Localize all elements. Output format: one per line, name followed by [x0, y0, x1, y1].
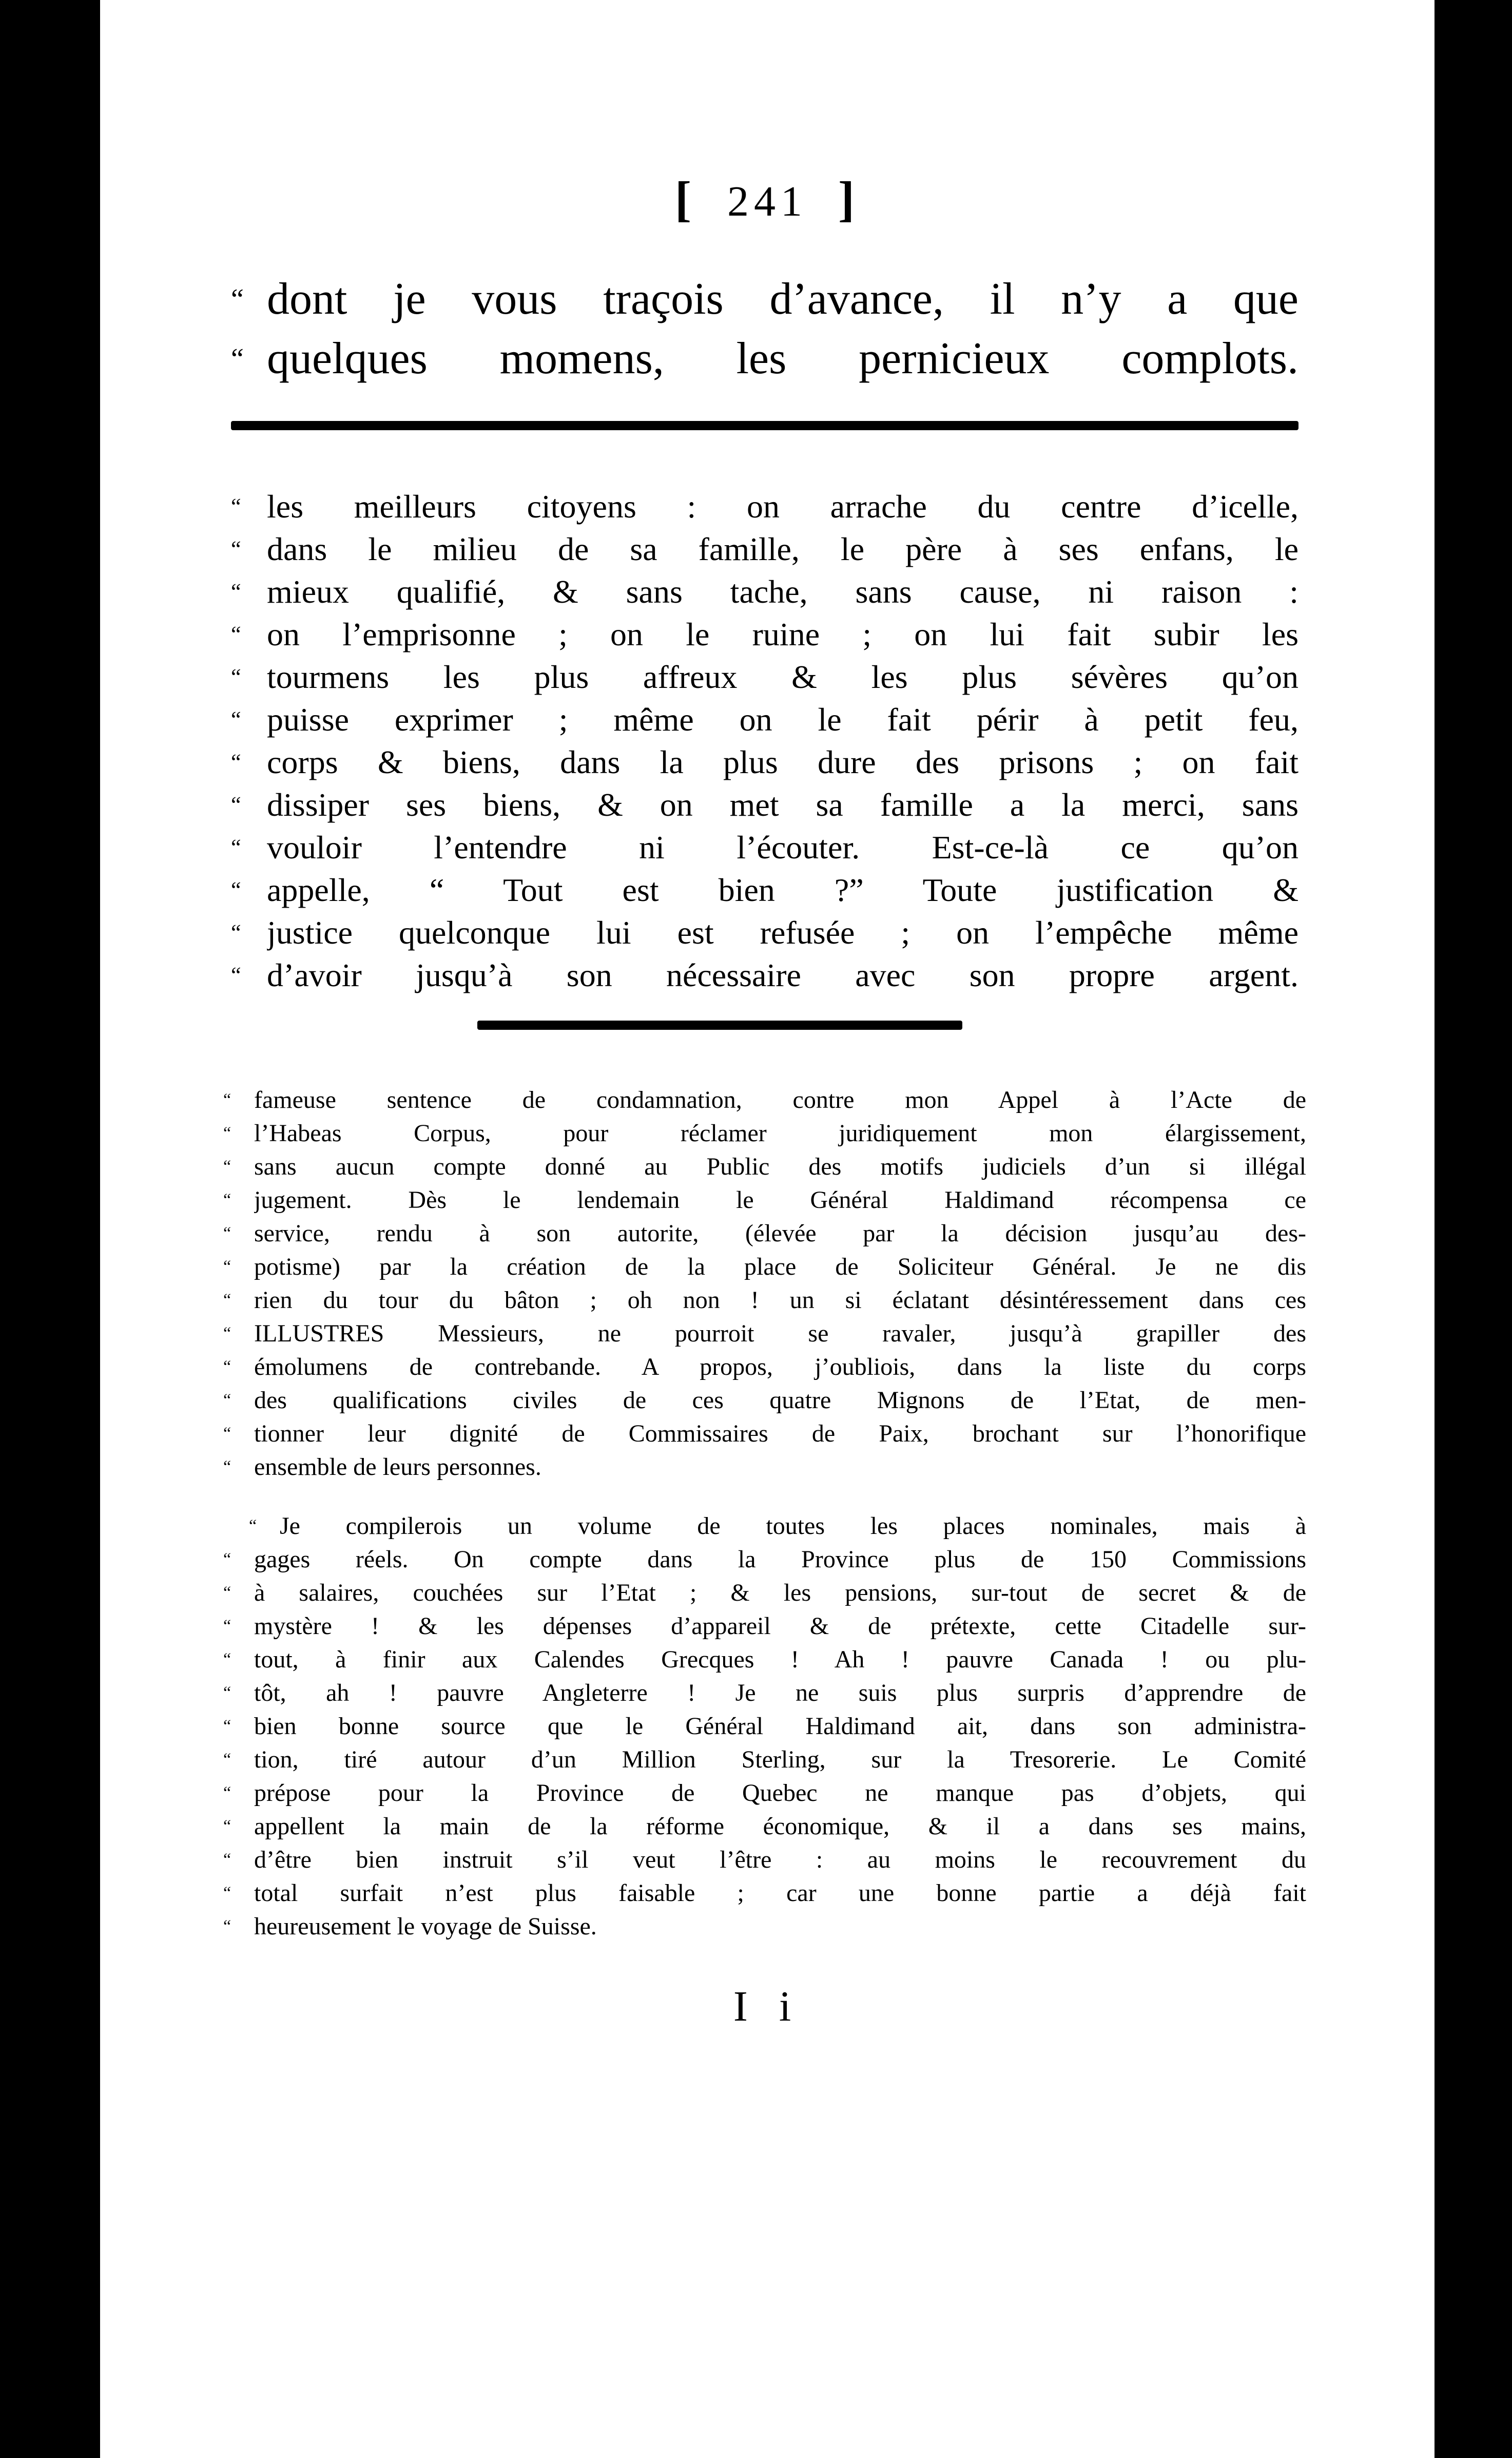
quote-mark: “ [231, 536, 241, 562]
line-text: dont je vous traçois d’avance, il n’y a que [267, 274, 1298, 324]
text-line [223, 1876, 1306, 1910]
line-text: émolumens de contrebande. A propos, j’oubliois, dans la liste du corps [254, 1353, 1306, 1380]
line-text: des qualifications civiles de ces quatre Mignons de l’Etat, de men- [254, 1387, 1306, 1414]
text-line [223, 1317, 1306, 1350]
quote-mark: “ [223, 1750, 231, 1769]
text-line [231, 613, 1298, 656]
quote-mark: “ [223, 1324, 231, 1343]
quote-mark: “ [231, 920, 241, 945]
quote-mark: “ [223, 1884, 231, 1903]
footnote-block-1 [223, 1083, 1306, 1484]
text-line [231, 485, 1298, 528]
line-text: Je compilerois un volume de toutes les places nominales, mais à [280, 1512, 1306, 1540]
text-line [223, 1843, 1306, 1876]
quote-mark: “ [231, 835, 241, 860]
line-text: ensemble de leurs personnes. [254, 1453, 541, 1481]
line-text: mystère ! & les dépenses d’appareil & de prétexte, cette Citadelle sur- [254, 1612, 1306, 1640]
header-close-bracket: ] [838, 171, 860, 226]
line-text: vouloir l’entendre ni l’écouter. Est-ce-là ce qu’on [267, 829, 1298, 866]
text-line [223, 1183, 1306, 1217]
page-number: 241 [727, 178, 807, 225]
line-text: sans aucun compte donné au Public des motifs judiciels d’un si illégal [254, 1153, 1306, 1180]
text-line [231, 869, 1298, 911]
line-text: appelle, “ Tout est bien ?” Toute justification & [267, 872, 1298, 908]
text-line [223, 1509, 1306, 1543]
text-line [223, 1609, 1306, 1643]
text-line [223, 1117, 1306, 1150]
line-text: justice quelconque lui est refusée ; on l’empêche même [267, 914, 1298, 951]
quote-mark: “ [223, 1717, 231, 1736]
quote-mark: “ [223, 1357, 231, 1376]
text-line [223, 1576, 1306, 1609]
quote-mark: “ [223, 1850, 231, 1869]
signature-mark: I i [733, 1983, 802, 2030]
quote-mark: “ [231, 283, 244, 315]
footnote-block-2 [223, 1509, 1306, 1943]
text-line [223, 1910, 1306, 1943]
quote-mark: “ [223, 1457, 231, 1476]
text-line [223, 1710, 1306, 1743]
text-line [223, 1083, 1306, 1117]
quote-mark: “ [223, 1583, 231, 1602]
line-text: service, rendu à son autorite, (élevée par la décision jusqu’au des- [254, 1220, 1306, 1247]
quote-mark: “ [231, 707, 241, 732]
text-line [223, 1283, 1306, 1317]
text-line [231, 698, 1298, 741]
line-text: total surfait n’est plus faisable ; car une bonne partie a déjà fait [254, 1879, 1306, 1907]
quote-mark: “ [223, 1617, 231, 1636]
quote-mark: “ [223, 1650, 231, 1669]
text-line [223, 1217, 1306, 1250]
line-text: rien du tour du bâton ; oh non ! un si éclatant désintéressement dans ces [254, 1286, 1306, 1314]
quote-mark: “ [231, 750, 241, 775]
quote-mark: “ [223, 1550, 231, 1569]
quote-mark: “ [231, 664, 241, 689]
quote-mark: “ [231, 579, 241, 604]
line-text: tourmens les plus affreux & les plus sévères qu’on [267, 659, 1298, 695]
quote-mark: “ [231, 494, 241, 519]
quote-mark: “ [249, 1516, 257, 1535]
quote-mark: “ [231, 343, 244, 375]
text-line [231, 826, 1298, 869]
line-text: tionner leur dignité de Commissaires de Paix, brochant sur l’honorifique [254, 1420, 1306, 1447]
quote-mark: “ [223, 1917, 231, 1936]
large-text-block [231, 270, 1298, 389]
text-line [231, 911, 1298, 954]
line-text: corps & biens, dans la plus dure des prisons ; on fait [267, 744, 1298, 780]
text-line [231, 570, 1298, 613]
text-line [223, 1643, 1306, 1676]
quote-mark: “ [223, 1224, 231, 1243]
text-line [223, 1350, 1306, 1384]
text-line [231, 783, 1298, 826]
line-text: potisme) par la création de la place de Soliciteur Général. Je ne dis [254, 1253, 1306, 1280]
line-text: mieux qualifié, & sans tache, sans cause, ni raison : [267, 573, 1298, 610]
text-line [231, 656, 1298, 698]
line-text: quelques momens, les pernicieux complots. [267, 334, 1298, 383]
text-line [231, 329, 1298, 389]
quote-mark: “ [223, 1424, 231, 1443]
quote-mark: “ [223, 1157, 231, 1176]
page-header [100, 171, 1435, 226]
line-text: tion, tiré autour d’un Million Sterling, sur la Tresorerie. Le Comité [254, 1746, 1306, 1773]
quote-mark: “ [223, 1783, 231, 1802]
line-text: on l’emprisonne ; on le ruine ; on lui fait subir les [267, 616, 1298, 652]
quote-mark: “ [223, 1291, 231, 1310]
line-text: d’être bien instruit s’il veut l’être : au moins le recouvrement du [254, 1846, 1306, 1873]
line-text: dans le milieu de sa famille, le père à ses enfans, le [267, 531, 1298, 567]
line-text: tôt, ah ! pauvre Angleterre ! Je ne suis plus surpris d’apprendre de [254, 1679, 1306, 1706]
medium-text-block [231, 485, 1298, 996]
line-text: gages réels. On compte dans la Province plus de 150 Commissions [254, 1546, 1306, 1573]
quote-mark: “ [223, 1090, 231, 1109]
text-line [231, 954, 1298, 996]
quote-mark: “ [223, 1391, 231, 1410]
line-text: fameuse sentence de condamnation, contre mon Appel à l’Acte de [254, 1086, 1306, 1113]
book-page [100, 0, 1435, 2458]
line-text: appellent la main de la réforme économique, & il a dans ses mains, [254, 1813, 1306, 1840]
text-line [223, 1150, 1306, 1183]
line-text: ILLUSTRES Messieurs, ne pourroit se ravaler, jusqu’à grapiller des [254, 1320, 1306, 1347]
line-text: d’avoir jusqu’à son nécessaire avec son propre argent. [267, 957, 1298, 993]
line-text: l’Habeas Corpus, pour réclamer juridiquement mon élargissement, [254, 1120, 1306, 1147]
line-text: les meilleurs citoyens : on arrache du centre d’icelle, [267, 488, 1298, 525]
text-line [223, 1810, 1306, 1843]
line-text: dissiper ses biens, & on met sa famille a la merci, sans [267, 786, 1298, 823]
text-line [223, 1743, 1306, 1776]
quote-mark: “ [231, 792, 241, 817]
line-text: heureusement le voyage de Suisse. [254, 1913, 597, 1940]
line-text: bien bonne source que le Général Haldimand ait, dans son administra- [254, 1713, 1306, 1740]
quote-mark: “ [231, 622, 241, 647]
quote-mark: “ [223, 1817, 231, 1836]
scan-border-right [1435, 0, 1512, 2458]
text-line [223, 1450, 1306, 1484]
text-line [223, 1250, 1306, 1283]
text-line [223, 1543, 1306, 1576]
line-text: puisse exprimer ; même on le fait périr à petit feu, [267, 701, 1298, 738]
quote-mark: “ [223, 1190, 231, 1209]
line-text: jugement. Dès le lendemain le Général Haldimand récompensa ce [254, 1186, 1306, 1214]
line-text: prépose pour la Province de Quebec ne manque pas d’objets, qui [254, 1779, 1306, 1807]
text-line [231, 741, 1298, 783]
header-open-bracket: [ [675, 171, 696, 226]
text-line [223, 1676, 1306, 1710]
quote-mark: “ [223, 1257, 231, 1276]
quote-mark: “ [231, 877, 241, 902]
short-rule [477, 1021, 962, 1030]
quote-mark: “ [223, 1683, 231, 1702]
text-line [223, 1776, 1306, 1810]
section-rule [231, 421, 1298, 430]
text-line [231, 270, 1298, 329]
line-text: tout, à finir aux Calendes Grecques ! Ah ! pauvre Canada ! ou plu- [254, 1646, 1306, 1673]
quote-mark: “ [223, 1124, 231, 1143]
text-line [223, 1384, 1306, 1417]
text-line [223, 1417, 1306, 1450]
line-text: à salaires, couchées sur l’Etat ; & les pensions, sur-tout de secret & de [254, 1579, 1306, 1606]
quote-mark: “ [231, 963, 241, 988]
text-line [231, 528, 1298, 570]
